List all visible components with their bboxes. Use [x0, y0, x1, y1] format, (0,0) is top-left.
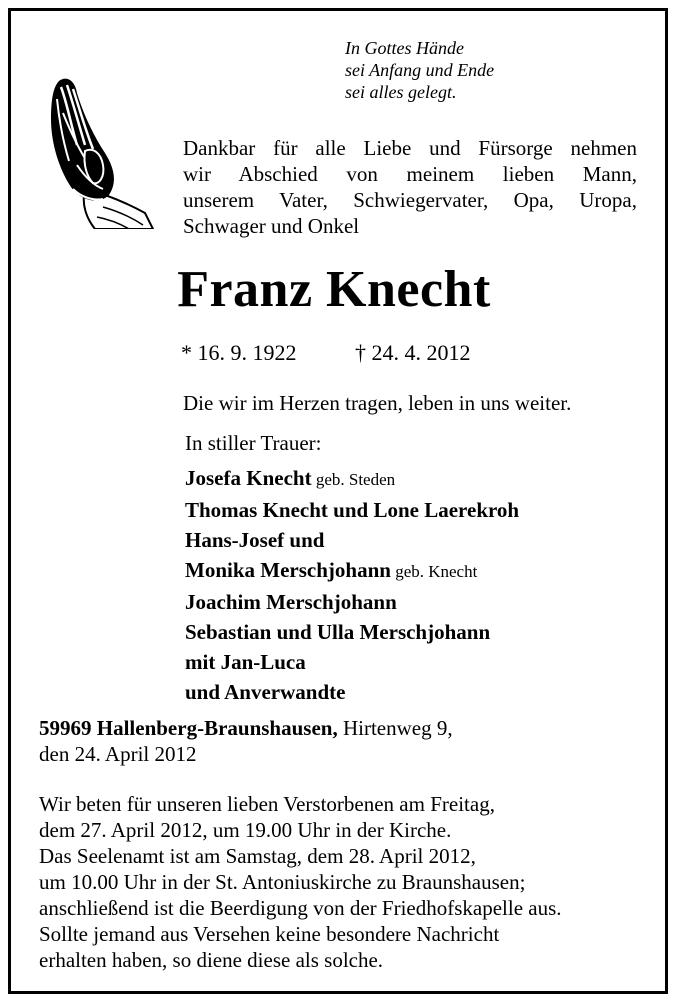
- mourner-row: [185, 463, 519, 495]
- mourner-name: Hans-Josef und: [185, 528, 325, 552]
- death-date: † 24. 4. 2012: [355, 340, 471, 365]
- service-line: um 10.00 Uhr in der St. Antoniuskirche zu Braunshausen;: [39, 870, 526, 894]
- mourners-list: [185, 463, 519, 707]
- mourner-name: Josefa Knecht: [185, 466, 312, 490]
- mourner-name: Joachim Merschjohann: [185, 590, 397, 614]
- address-line: [39, 715, 453, 741]
- mourner-name: Monika Merschjohann: [185, 558, 391, 582]
- mourner-row: [185, 587, 519, 617]
- mourning-label: In stiller Trauer:: [185, 431, 322, 455]
- service-info: [39, 791, 562, 973]
- motto-verse: [345, 37, 494, 103]
- mourner-row: [185, 555, 519, 587]
- motto-line: sei Anfang und Ende: [345, 60, 495, 80]
- mourner-row: [185, 617, 519, 647]
- mourner-name: mit Jan-Luca: [185, 650, 306, 674]
- mourner-note: geb. Knecht: [390, 562, 478, 581]
- quote-line: Die wir im Herzen tragen, leben in uns weiter.: [183, 391, 572, 415]
- mourner-row: [185, 677, 519, 707]
- address-street: Hirtenweg 9,: [337, 716, 453, 740]
- obituary-frame: [8, 8, 668, 994]
- service-line: Das Seelenamt ist am Samstag, dem 28. April 2012,: [39, 844, 476, 868]
- mourner-row: [185, 495, 519, 525]
- intro-line: unserem Vater, Schwiegervater, Opa, Uropa,: [183, 188, 637, 212]
- service-line: Sollte jemand aus Versehen keine besondere Nachricht: [39, 922, 500, 946]
- service-line: Wir beten für unseren lieben Verstorbenen am Freitag,: [39, 792, 495, 816]
- deceased-name: Franz Knecht: [177, 261, 491, 318]
- mourner-name: und Anverwandte: [185, 680, 346, 704]
- intro-line: Schwager und Onkel: [183, 214, 360, 238]
- service-line: anschließend ist die Beerdigung von der Friedhofskapelle aus.: [39, 896, 562, 920]
- deceased-name-heading: [11, 259, 665, 321]
- mourner-row: [185, 525, 519, 555]
- service-line: dem 27. April 2012, um 19.00 Uhr in der Kirche.: [39, 818, 452, 842]
- motto-line: In Gottes Hände: [345, 38, 464, 58]
- address-place: 59969 Hallenberg-Braunshausen,: [39, 716, 338, 740]
- praying-hands-icon: [37, 73, 155, 229]
- mourner-note: geb. Steden: [311, 470, 396, 489]
- service-line: erhalten haben, so diene diese als solche.: [39, 948, 384, 972]
- address-date: den 24. April 2012: [39, 742, 197, 766]
- mourner-row: [185, 647, 519, 677]
- address-block: [39, 715, 453, 767]
- mourner-name: Thomas Knecht und Lone Laerekroh: [185, 498, 520, 522]
- intro-text: [183, 135, 637, 239]
- intro-line: wir Abschied von meinem lieben Mann,: [183, 162, 637, 186]
- birth-date: * 16. 9. 1922: [181, 340, 297, 365]
- intro-line: Dankbar für alle Liebe und Fürsorge nehmen: [183, 136, 637, 160]
- mourner-name: Sebastian und Ulla Merschjohann: [185, 620, 491, 644]
- motto-line: sei alles gelegt.: [345, 82, 457, 102]
